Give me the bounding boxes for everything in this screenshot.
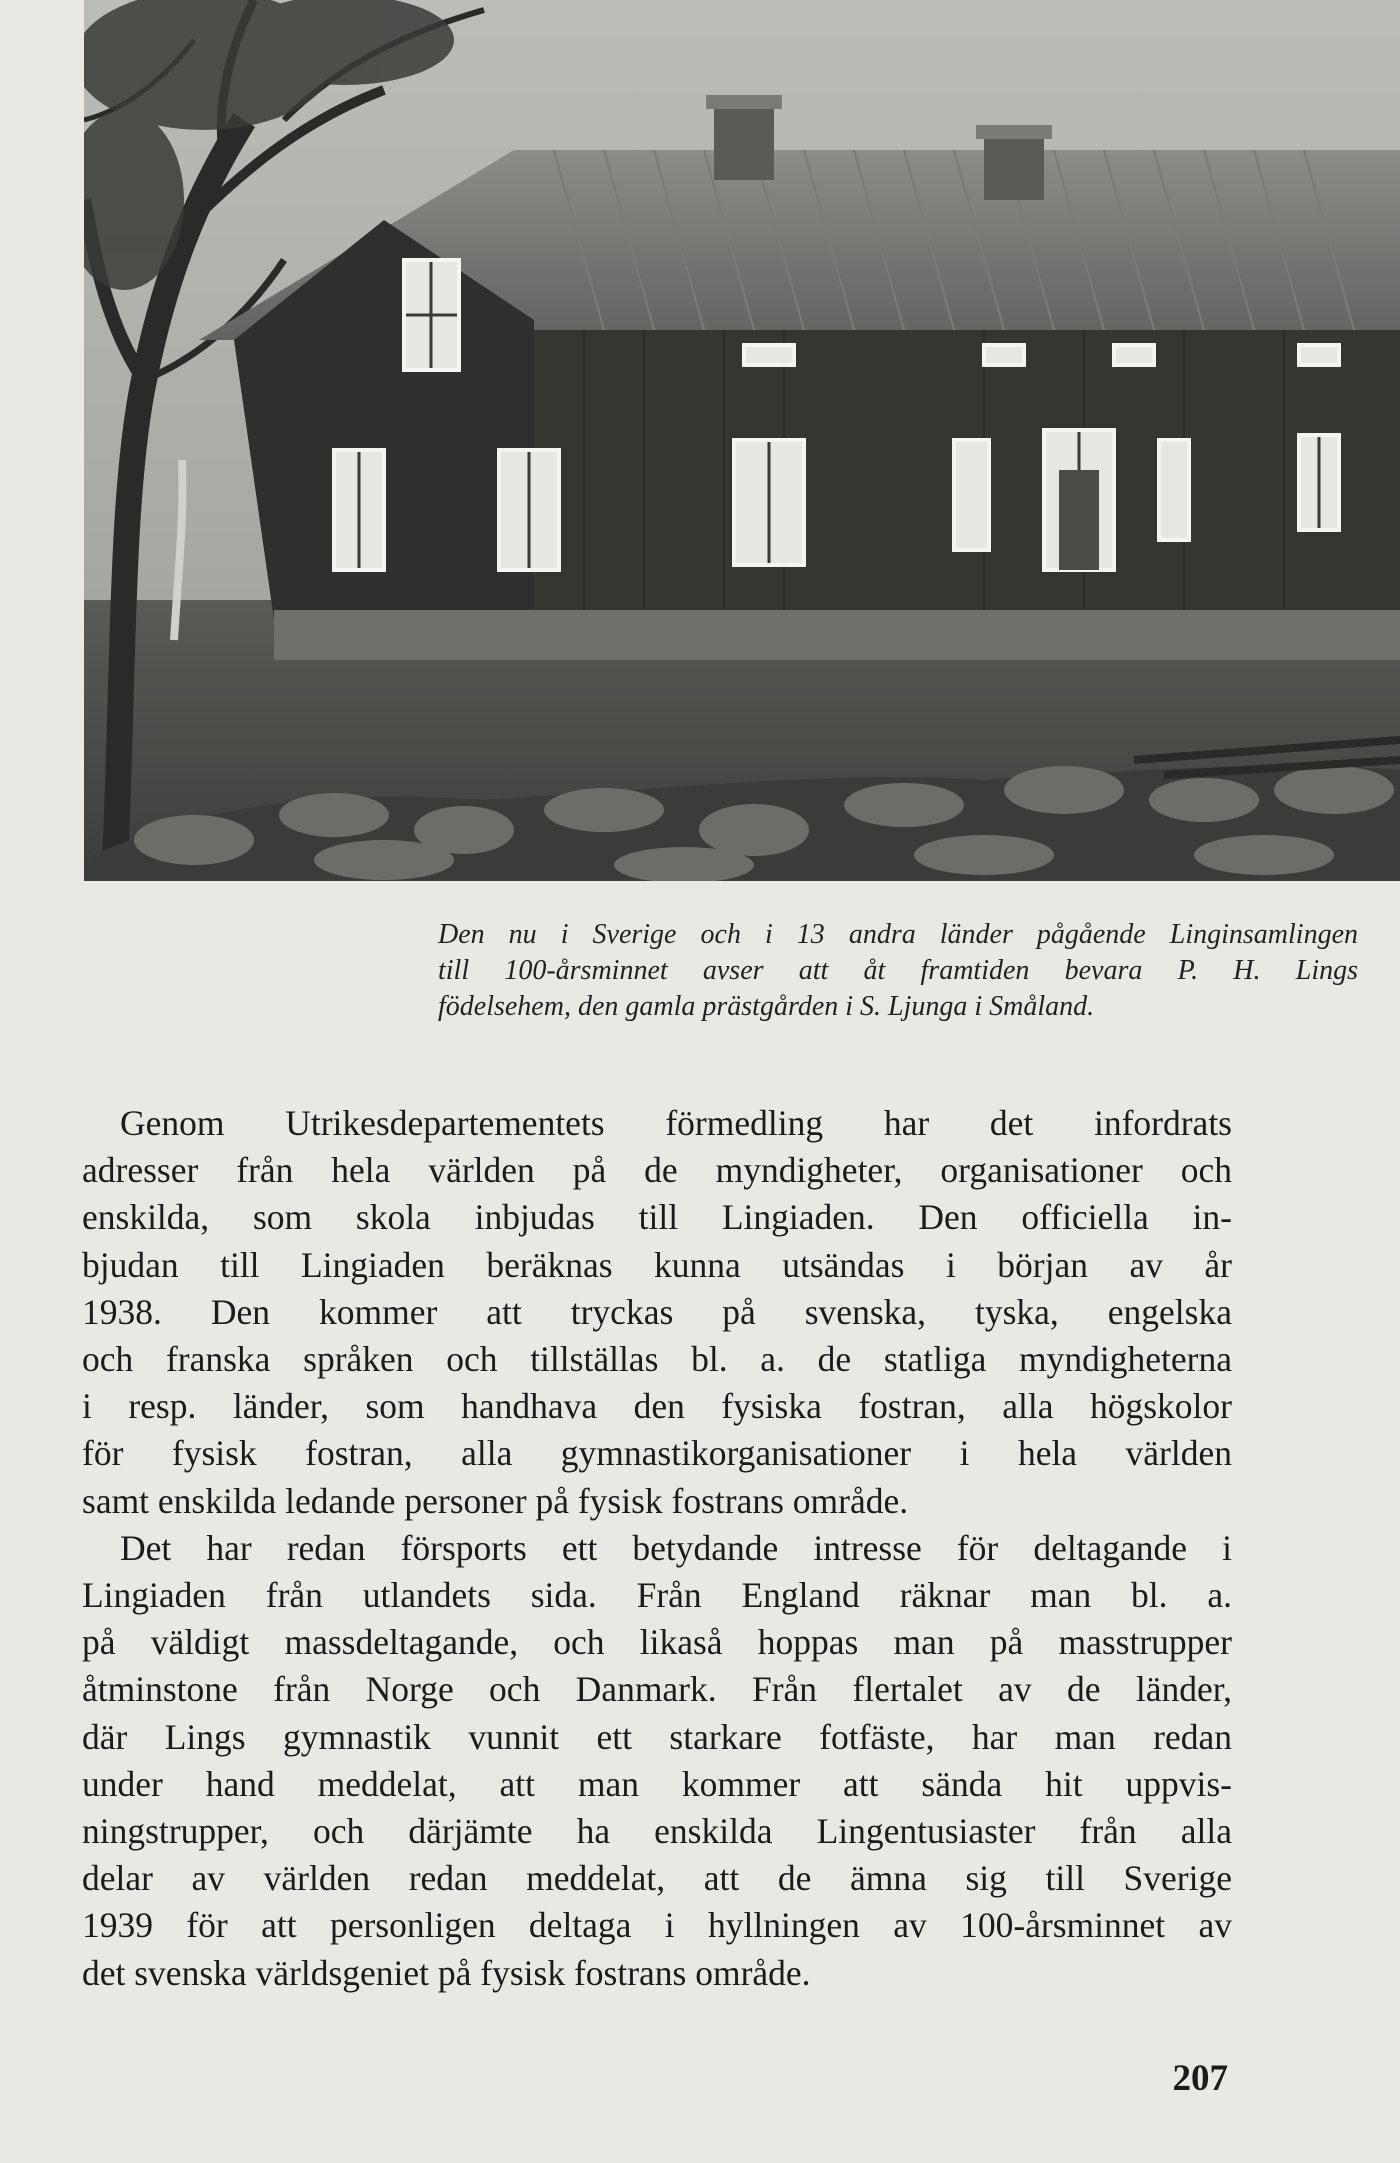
text-line: i resp. länder, som handhava den fysiska fostran, alla högskolor	[82, 1386, 1232, 1427]
text-line: Lingiaden från utlandets sida. Från England räknar man bl. a.	[82, 1575, 1232, 1616]
text-line: det svenska världsgeniet på fysisk fostrans område.	[82, 1952, 811, 1993]
text-line: 1938. Den kommer att tryckas på svenska, tyska, engelska	[82, 1291, 1232, 1332]
text-line: på väldigt massdeltagande, och likaså hoppas man på masstrupper	[82, 1622, 1232, 1663]
text-line: och franska språken och tillställas bl. a. de statliga myndigheterna	[82, 1339, 1232, 1380]
house-photo	[84, 0, 1400, 881]
caption-line: födelsehem, den gamla prästgården i S. Ljunga i Småland.	[438, 991, 1095, 1022]
text-line: samt enskilda ledande personer på fysisk fostrans område.	[82, 1480, 909, 1521]
text-line: Det har redan försports ett betydande intresse för deltagande i	[120, 1527, 1232, 1568]
article-body	[82, 1100, 1232, 1997]
text-line: 1939 för att personligen deltaga i hyllningen av 100-årsminnet av	[82, 1905, 1232, 1946]
page-number: 207	[1172, 2058, 1228, 2099]
paragraph-2	[82, 1525, 1232, 1997]
paragraph-1	[82, 1100, 1232, 1525]
text-line: delar av världen redan meddelat, att de ämna sig till Sverige	[82, 1858, 1232, 1899]
caption-line: Den nu i Sverige och i 13 andra länder pågående Linginsamlingen	[438, 919, 1358, 950]
caption-line: till 100-årsminnet avser att åt framtiden bevara P. H. Lings	[438, 955, 1358, 986]
text-line: Genom Utrikesdepartementets förmedling har det infordrats	[120, 1103, 1232, 1143]
text-line: under hand meddelat, att man kommer att sända hit uppvis-	[82, 1763, 1232, 1804]
photo-caption	[438, 917, 1358, 1025]
text-line: enskilda, som skola inbjudas till Lingiaden. Den officiella in-	[82, 1197, 1232, 1238]
text-line: bjudan till Lingiaden beräknas kunna utsändas i början av år	[82, 1244, 1232, 1285]
text-line: där Lings gymnastik vunnit ett starkare fotfäste, har man redan	[82, 1716, 1232, 1757]
text-line: adresser från hela världen på de myndigheter, organisationer och	[82, 1150, 1232, 1191]
text-line: ningstrupper, och därjämte ha enskilda Lingentusiaster från alla	[82, 1811, 1232, 1852]
text-line: åtminstone från Norge och Danmark. Från flertalet av de länder,	[82, 1669, 1232, 1710]
text-line: för fysisk fostran, alla gymnastikorganisationer i hela världen	[82, 1433, 1232, 1474]
